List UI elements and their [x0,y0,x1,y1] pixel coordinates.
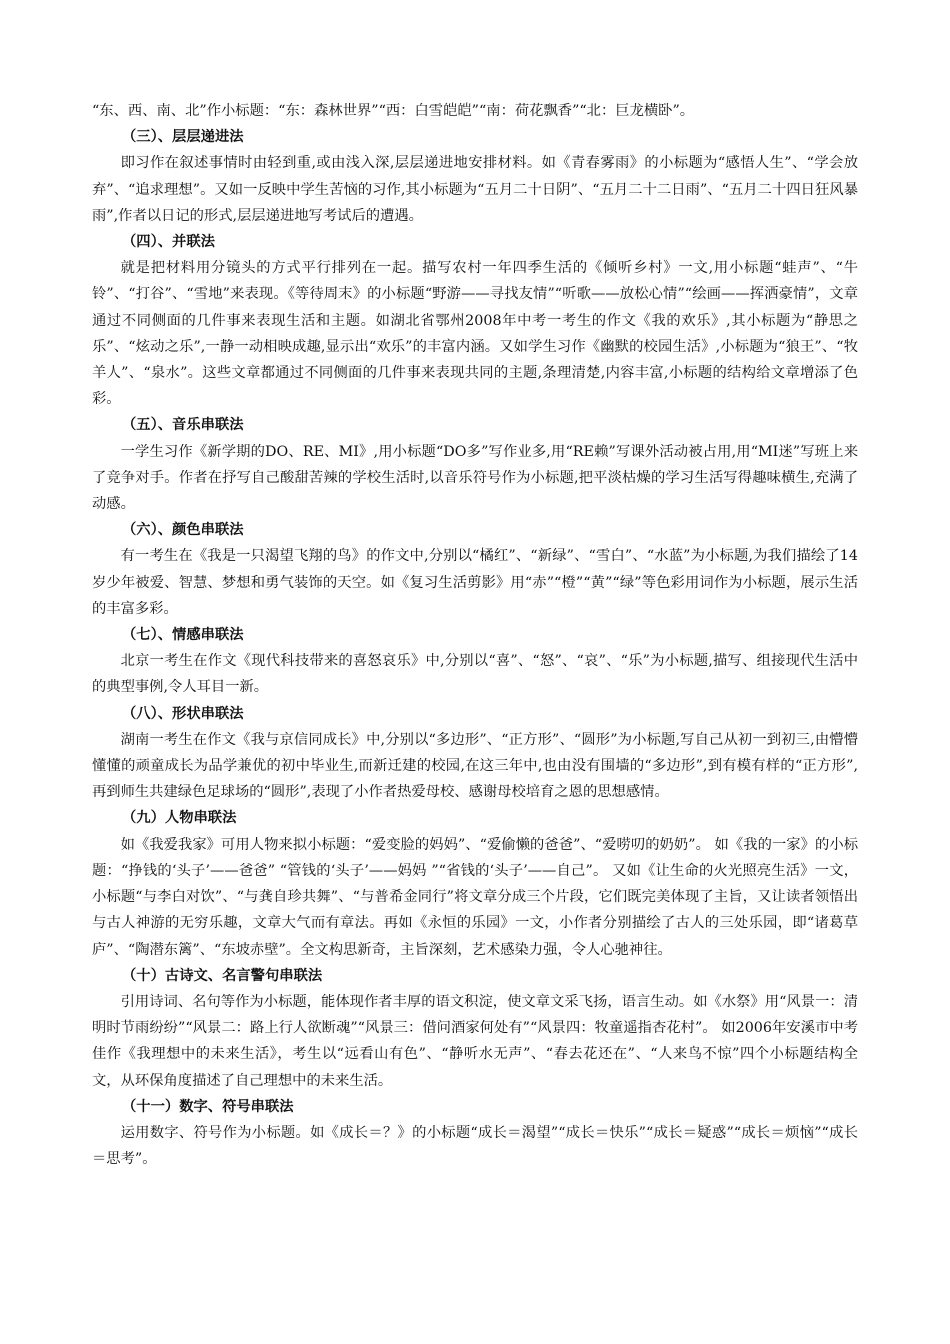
section-heading-3: （三）、层层递进法 [122,129,244,146]
section-heading-8: （八）、形状串联法 [122,705,244,722]
paragraph-8: 湖南一考生在作文《我与京信同成长》中,分别以“多边形”、“正方形”、“圆形”为小标题,写自己从初一到初三,由懵懵懂懂的顽童成长为品学兼优的初中毕业生,而新迁建的校园,在这三年中,也由没有围墙的“多边形”,到有模有样的“正方形”,再到师生共建绿色足球场的“圆形”,表现了小作者热爱母校、感谢母校培育之恩的思想感情。 [92,731,858,801]
paragraph-10: 引用诗词、名句等作为小标题，能体现作者丰厚的语文积淀，使文章文采飞扬，语言生动。如《水祭》用“风景一：清明时节雨纷纷”“风景二：路上行人欲断魂”“风景三：借问酒家何处有”“风景四：牧童遥指杏花村”。 如2006年安溪市中考佳作《我理想中的未来生活》，考生以“远看山有色”、“静听水无声”、“春去花还在”、“人来鸟不惊”四个小标题结构全文，从环保角度描述了自己理想中的未来生活。 [92,993,858,1089]
section-heading-6: （六）、颜色串联法 [122,522,244,539]
section-heading-5: （五）、音乐串联法 [122,417,244,434]
paragraph-11: 运用数字、符号作为小标题。如《成长＝？》的小标题“成长＝渴望”“成长＝快乐”“成长＝疑惑”“成长＝烦恼”“成长＝思考”。 [92,1124,858,1168]
paragraph-6: 有一考生在《我是一只渴望飞翔的鸟》的作文中,分别以“橘红”、“新绿”、“雪白”、“水蓝”为小标题,为我们描绘了14岁少年被爱、智慧、梦想和勇气装饰的天空。如《复习生活剪影》用“赤”“橙”“黄”“绿”等色彩用词作为小标题，展示生活的丰富多彩。 [92,548,858,617]
paragraph-7: 北京一考生在作文《现代科技带来的喜怒哀乐》中,分别以“喜”、“怒”、“哀”、“乐”为小标题,描写、组接现代生活中的典型事例,令人耳目一新。 [92,653,858,696]
section-heading-11: （十一）数字、符号串联法 [122,1098,294,1115]
paragraph-3: 即习作在叙述事情时由轻到重,或由浅入深,层层递进地安排材料。如《青春雾雨》的小标题为“感悟人生”、“学会放弃”、“追求理想”。又如一反映中学生苦恼的习作,其小标题为“五月二十日阴”、“五月二十二日雨”、“五月二十四日狂风暴雨”,作者以日记的形式,层层递进地写考试后的遭遇。 [92,155,858,224]
section-heading-9: （九）人物串联法 [122,810,237,827]
section-heading-10: （十）古诗文、名言警句串联法 [122,967,323,984]
paragraph-9: 如《我爱我家》可用人物来拟小标题：“爱变脸的妈妈”、“爱偷懒的爸爸”、“爱唠叨的奶奶”。 如《我的一家》的小标题：“挣钱的‘头子’——爸爸” “管钱的‘头子’——妈妈 ”“省钱的‘头子’——自己”。 又如《让生命的火光照亮生活》一文，小标题“与李白对饮”、“与龚自珍共舞”、“与普希金同行”将文章分成三个片段，它们既完美体现了主旨，又让读者领悟出与古人神游的无穷乐趣，文章大气而有章法。再如《永恒的乐园》一文，小作者分别描绘了古人的三处乐园，即“诸葛草庐”、“陶潜东篱”、“东坡赤壁”。全文构思新奇，主旨深刻，艺术感染力强，令人心驰神往。 [92,836,858,958]
section-heading-7: （七）、情感串联法 [122,627,244,644]
paragraph-4: 就是把材料用分镜头的方式平行排列在一起。描写农村一年四季生活的《倾听乡村》一文,用小标题“蛙声”、“牛铃”、“打谷”、“雪地”来表现。《等待周末》的小标题“野游——寻找友情”“听歌——放松心情”“绘画——挥洒豪情”，文章通过不同侧面的几件事来表现生活和主题。如湖北省鄂州2008年中考一考生的作文《我的欢乐》,其小标题为“静思之乐”、“炫动之乐”,一静一动相映成趣,显示出“欢乐”的丰富内涵。又如学生习作《幽默的校园生活》,小标题为“狼王”、“牧羊人”、“泉水”。这些文章都通过不同侧面的几件事来表现共同的主题,条理清楚,内容丰富,小标题的结构给文章增添了色彩。 [92,260,858,408]
paragraph-intro: “东、西、南、北”作小标题：“东：森林世界”“西：白雪皑皑”“南：荷花飘香”“北：巨龙横卧”。 [92,103,695,119]
section-heading-4: （四）、并联法 [122,234,215,251]
paragraph-5: 一学生习作《新学期的DO、RE、MI》,用小标题“DO多”写作业多,用“RE赖”写课外活动被占用,用“MI迷”写班上来了竞争对手。作者在抒写自己酸甜苦辣的学校生活时,以音乐符号作为小标题,把平淡枯燥的学习生活写得趣味横生,充满了动感。 [92,443,858,513]
